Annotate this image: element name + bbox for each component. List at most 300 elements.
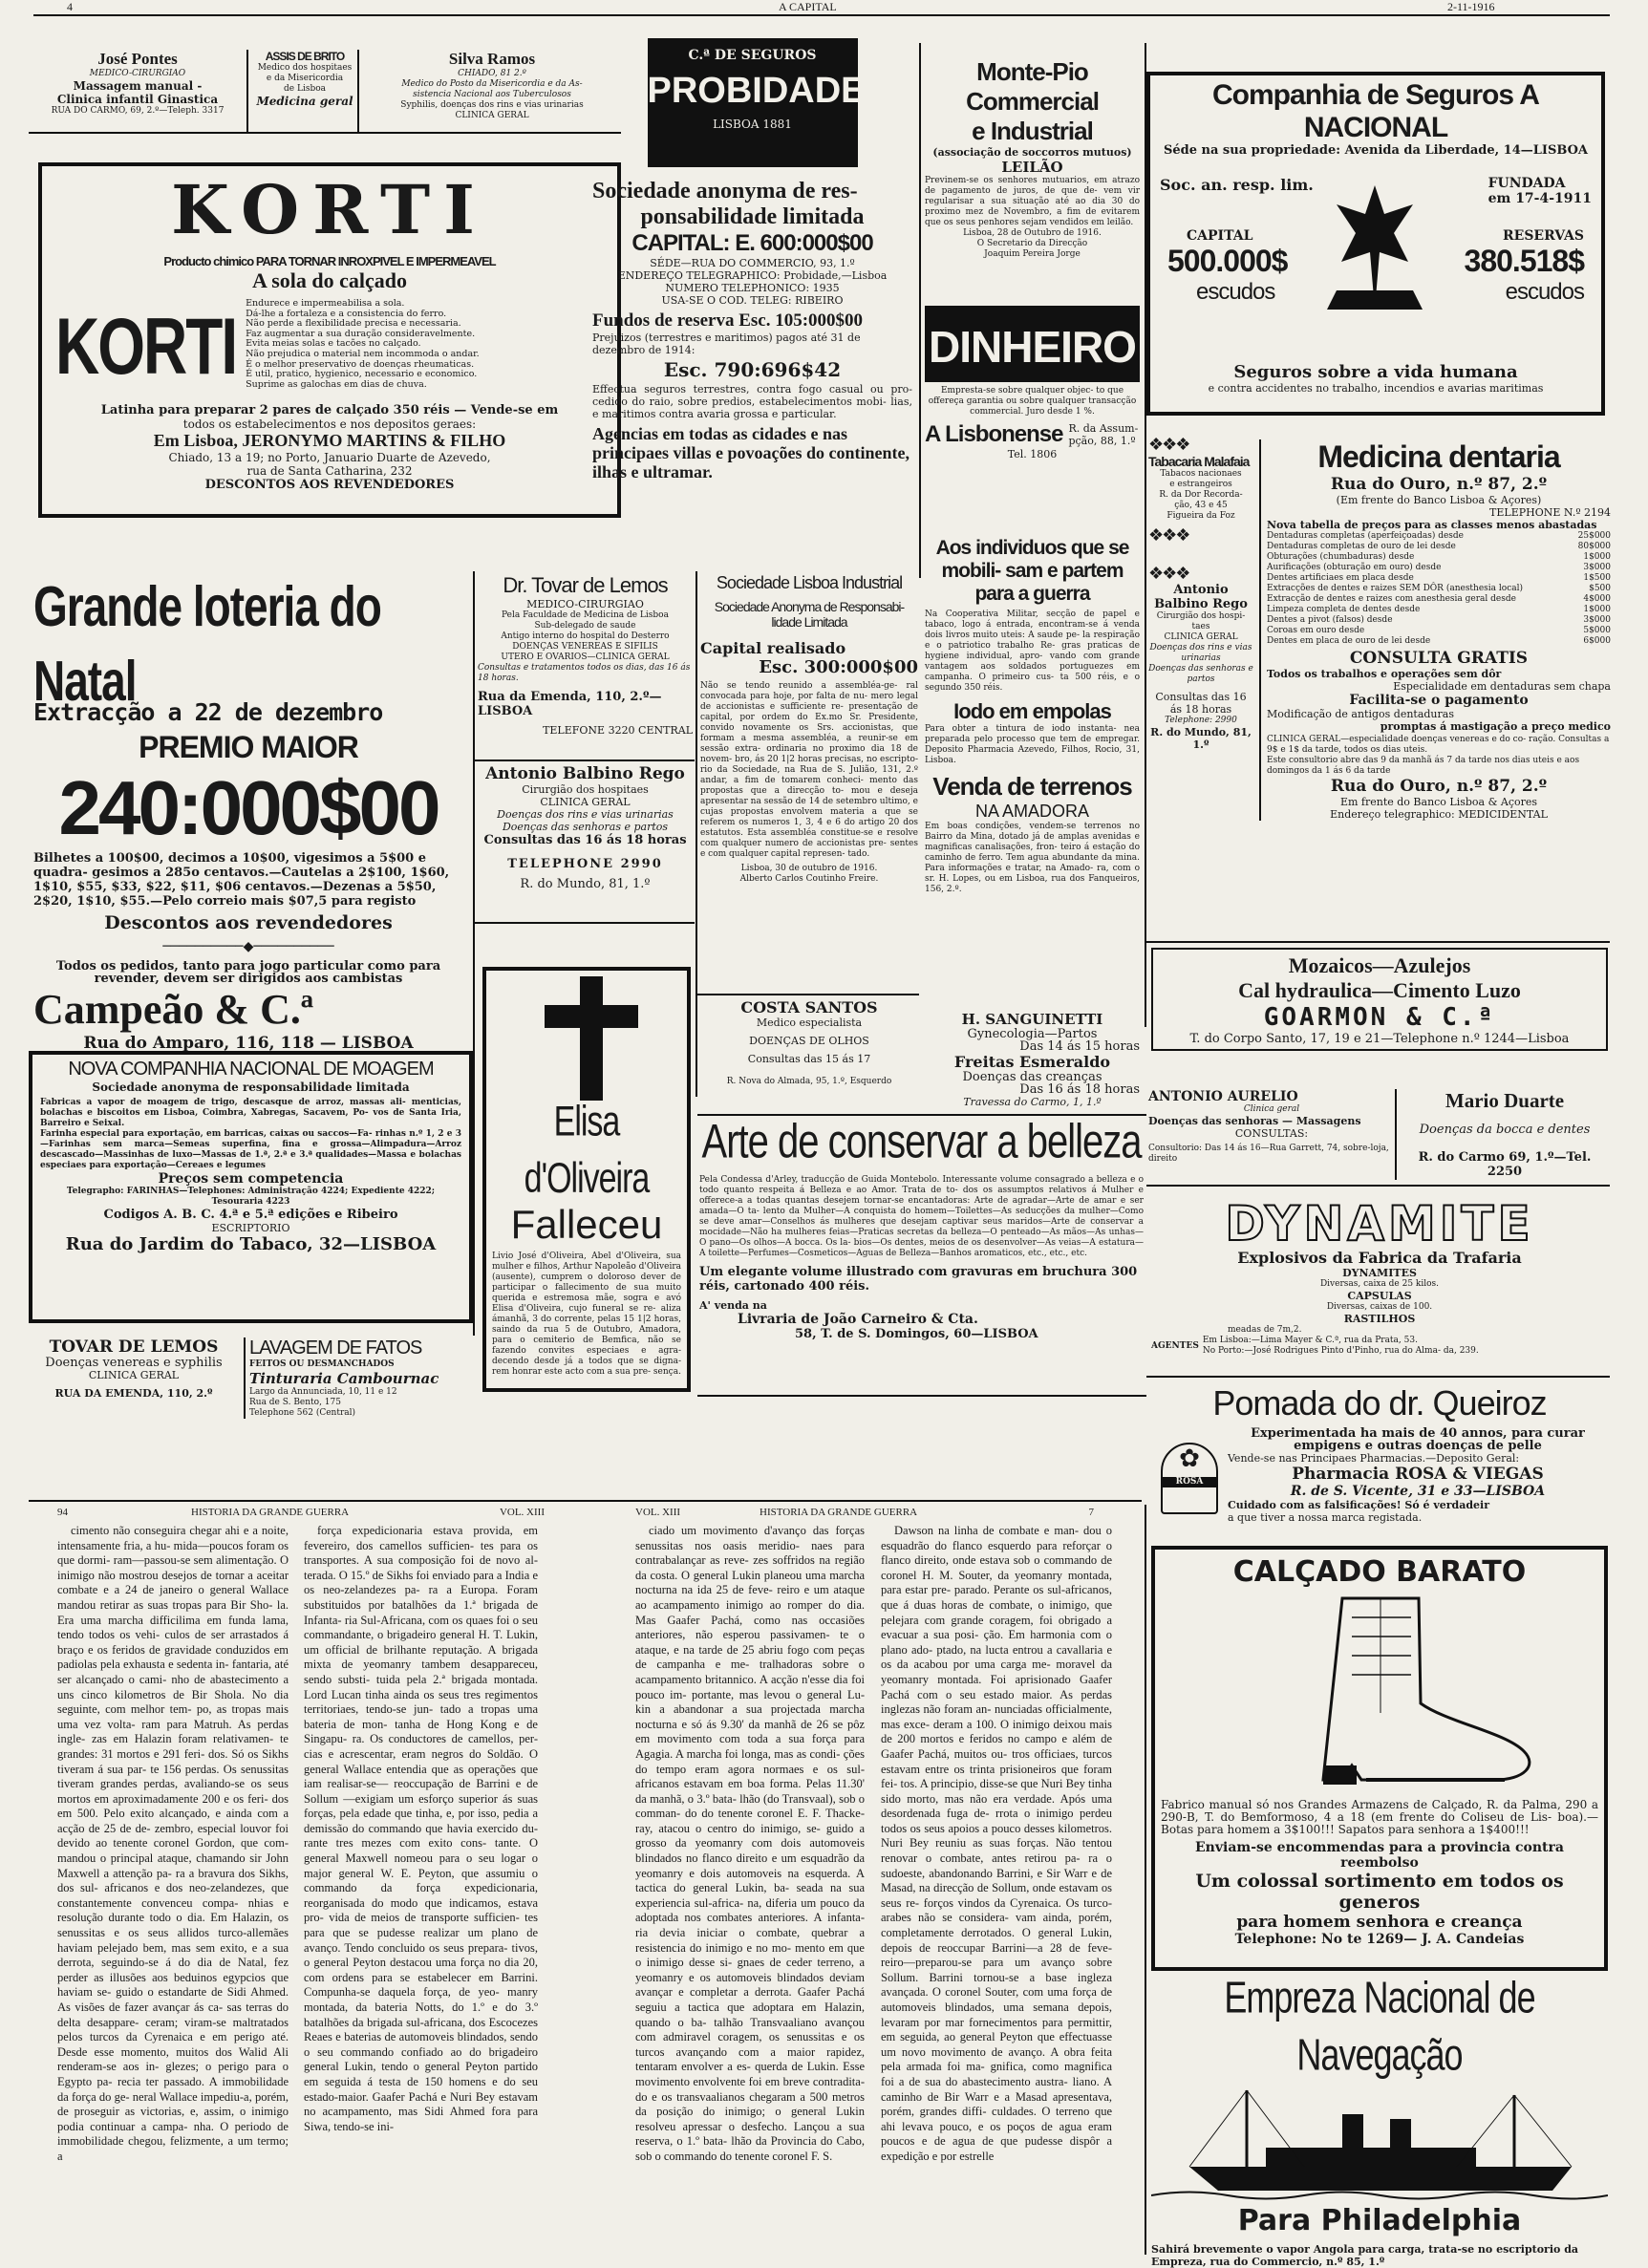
book-paragraph: força expedicionaria estava provida, em fevereiro, dos camellos sufficien- tes para os transportes. A sua composição foi de novo al- terada. O 15.º de Sikhs foi enviado para a India e os neo-zelandezes pa- ra a Europa. Foram substituidos por batalhões da 1.ª brigada de Infanta- ria Sul-Africana, com os quaes foi o seu commandante, o brigadeiro general H. T. Lukin, um official de brilhante reputação. A brigada mixta de yeomanry tambem desappareceu, sendo substi- tuida pela 2.ª brigada montada. Lord Lucan tinha ainda os seus tres regimentos territoriaes, tendo-se jun- tado a tropas uma bateria de mon- tanha de Hong Kong e de Singapu- ra. Os conductores de camellos, per- cias e acrescentar, eram negros do Soldão. O general Wallace entendia que as operações que iam realisar-se— reoccupação de Barrini e de Sollum —exigiam um esforço superior ás suas forças, pela edade que tinha, e, por isso, pedia a demissão do commando que havia exercido du- rante tres mezes com exito cons- tante. O general Maxwell nomeou para o seu logar o major general W. E. Peyton, que assumiu o commando da força expedicionaria, reorganisada do modo que indicamos, estava pro- vida de meios de transporte sufficien- tes para que se pudesse realizar um plano de avanço. Tendo concluido os seus prepara- tivos, o general Peyton destacou uma força no dia 20, com ordens para se estabelecer em Barrini. Compunha-se daquela força, de yeo- manry montada, da bateria Notts, do 1.º e do 3.º batalhões da brigada sul-africana, dos Escocezes Reaes e baterias de automoveis blindados, sendo o seu commando confiado ao do brigadeiro general Lukin, tendo o general Peyton partido em seguida á testa de 150 homens e do seu estado-maior. Gaafer Pachá e Nuri Bey estavam no acampamento, mas Sidi Ahmed fora para Siwa, tendo-se ini- — [304, 1524, 538, 2133]
ornament-icon: ❖❖❖ — [1148, 525, 1189, 546]
section-rule — [475, 922, 695, 924]
ad-line: MEDICO-CIRURGIAO — [89, 69, 186, 78]
arte-vol: Um elegante volume illustrado com gravuras em bruchura 300 réis, cartonado 400 réis. — [699, 1265, 1138, 1294]
montepio-leilao: LEILÃO — [1001, 159, 1063, 176]
book-running-title: HISTORIA DA GRANDE GUERRA — [760, 1507, 918, 1518]
price-row — [1267, 584, 1611, 594]
tovar-tel: TELEFONE 3220 CENTRAL — [543, 724, 693, 737]
loteria-t2: Extracção a 22 de dezembro — [33, 698, 383, 726]
probidade-line: NUMERO TELEPHONICO: 1935 — [665, 282, 840, 294]
queiroz-line: R. de S. Vicente, 31 e 33—LISBOA — [1290, 1484, 1546, 1499]
nacional-soc: Soc. an. resp. lim. — [1160, 176, 1314, 194]
price-row — [1267, 605, 1611, 615]
ad-line: de Lisboa — [284, 84, 326, 94]
book-page-number: 94 — [57, 1507, 68, 1518]
book-page-number: 7 — [1088, 1507, 1094, 1518]
balbino-small-line: Telephone: 2990 — [1165, 716, 1237, 725]
balbino-tel: TELEPHONE 2990 — [507, 857, 663, 871]
ad-moagem — [29, 1051, 473, 1323]
ad-costa-santos — [700, 998, 918, 1087]
book-column — [57, 1524, 289, 2250]
price-value: $500 — [1589, 584, 1611, 593]
probidade-line: Prejuizos (terrestres e maritimos) pagos até 31 de — [592, 332, 861, 344]
book-column — [635, 1524, 865, 2250]
tovar-line: UTERO E OVARIOS—CLINICA GERAL — [501, 653, 670, 662]
obito-name: Elisa d'Oliveira — [524, 1098, 650, 1203]
loteria-t1: Grande loteria do Natal — [33, 573, 381, 713]
queiroz-title: Pomada do dr. Queiroz — [1212, 1383, 1547, 1423]
loteria-body: Bilhetes a 100$00, decimos a 10$00, vigesimos a 5$00 e quadra- gesimos a 285o centavos.—Cautelas a 2$100, 1$60, 1$10, $55, $33, $22, $11, $06 centavos.—Dezenas a 5$50, 2$20, 1$10, $55.—Pelo correio mais $07,5 para registo — [33, 851, 450, 909]
sli-t2: Sociedade Anonyma de Responsabi- lidade Limitada — [714, 599, 905, 630]
obito-body: Livio José d'Oliveira, Abel d'Oliveira, sua mulher e filhos, Arthur Napoleão d'Oliveira (ausente), cumprem o doloroso dever de participar o fallecimento de sua muito querida e estremosa mãe, sogra e avó Elisa d'Oliveira, cujo funeral se re- aliza ámanhã, 3 do corrente, pelas 15 1|2 horas, saindo da rua 5 de Outubro, Amadora, para o cemiterio de Bemfica, não se fazendo convites especiaes e agra- decendo desde já a todos que se digna- rem honrar este acto com a sua pre- sença. — [492, 1252, 681, 1377]
probidade-logo — [647, 38, 866, 167]
book-paragraph: ciado um movimento d'avanço das forças senussitas nos oasis meridio- naes para contrabalançar as reve- zes soffridos na região da costa. O general Lukin planeou uma marcha nocturna na ida 25 de feve- reiro e um ataque ao acampamento inimigo ao romper do dia. Mas Gaafer Pachá, como nas occasiões anteriores, não esperou passivamen- te o ataque, e na tarde de 25 abriu fogo com peças de campanha e me- tralhadoras sobre o acampamento britannico. A acção n'esse dia foi pouco im- portante, mas levou o general Lu- kin a abandonar a sua projectada marcha nocturna e só ás 9.30' da manhã de 26 se pôz em movimento com toda a sua força para Agagia. A marcha foi longa, mas as condi- ções do tempo eram agora normaes e os sul-africanos estavam em boa forma. Pelas 11.30' da manhã, o 3.º bata- lhão (do Transvaal), sob o comman- do do tenente coronel E. F. Thacke- ray, atacou o centro do inimigo, se- guido a grosso da yeomanry com dois automoveis blindados no flanco direito e um esquadrão da yeomanry e dois automoveis na esquerda. A tactica do general Lukin, ba- seada na sua experiencia sul-africa- na, diferia um pouco da adoptada nos combates anteriores. A infanta- ria devia iniciar o combate, quebrar a resistencia do inimigo e no mo- mento em que o inimigo desse si- gnaes de ceder terreno, a yeomanry e os automoveis blindados deviam avançar e completar a derrota. Gaafer Pachá seguiu a tactica que adoptara em Halazin, quando o ba- talhão Transvaaliano avançou com admiravel coragem, os senussitas e os turcos avançando com a maior rapidez, tentaram envolver a es- querda de Lukin. Esse movimento envolvente foi em breve contradita- do e os transvaalianos chegaram a 500 metros da posição do inimigo; o general Lukin resolveu apressar o desfecho. Lançou a sua reserva, o 1.º bata- lhão da Provincia do Cabo, sob o commando do tenente coronel F. S. — [635, 1524, 865, 2163]
price-row — [1267, 615, 1611, 626]
queiroz-line: Vende-se nas Principaes Pharmacias.—Deposito Geral: — [1228, 1452, 1520, 1465]
nacional-sede: Séde na sua propriedade: Avenida da Liberdade, 14—LISBOA — [1163, 143, 1589, 158]
ad-lavagem — [244, 1337, 473, 1419]
nacional-reservas-label: RESERVAS — [1503, 228, 1584, 244]
aurelio-line: Doenças das senhoras — Massagens — [1148, 1115, 1361, 1127]
cross-icon — [492, 976, 681, 1101]
ad-line: Massagem manual - — [73, 79, 203, 93]
tovar2-line: Doenças venereas e syphilis — [45, 1356, 223, 1370]
dentaria-title: Medicina dentaria — [1317, 439, 1560, 474]
tovar-line: DOENÇAS VENEREAS E SIFILIS — [512, 642, 658, 652]
tovar2-name: TOVAR DE LEMOS — [49, 1337, 219, 1357]
article-title: Iodo em empolas — [953, 699, 1111, 723]
price-item: Dentes artificiaes em placa desde — [1267, 573, 1414, 583]
korti-sub: Producto chimico PARA TORNAR INROXPIVEL E IMPERMEAVEL — [163, 254, 496, 268]
article-body: Para obter a tintura de iodo instanta- nea preparada pelo processo que tem de empregar. Deposito Pharmacia Azevedo, Filhos, Rocio, 31, Lisboa. — [925, 724, 1140, 765]
tovar-name: Dr. Tovar de Lemos — [503, 573, 668, 597]
ad-line: sistencia Nacional aos Tuberculosos — [413, 90, 571, 99]
montepio-line: O Secretario da Direcção — [976, 239, 1088, 248]
probidade-capital: CAPITAL: E. 600:000$00 — [631, 230, 873, 256]
korti-line: rua de Santa Catharina, 232 — [246, 464, 413, 479]
queiroz-line: Pharmacia ROSA & VIEGAS — [1292, 1465, 1544, 1484]
navegacao-dest: Para Philadelphia — [1237, 2204, 1522, 2237]
price-value: 1$000 — [1583, 552, 1611, 562]
ad-line: Medicina geral — [256, 95, 353, 108]
sanguinetti-line: Doenças das creanças — [962, 1070, 1102, 1084]
probidade-line: Effectua seguros terrestres, contra fogo casual ou pro- cedido do raio, sobre predios, estabelecimentos mobi- lias, e maritimos contra avaria grossa e particular. — [592, 383, 912, 420]
price-value: 25$000 — [1577, 531, 1611, 541]
moagem-addr: Rua do Jardim do Tabaco, 32—LISBOA — [65, 1234, 437, 1254]
moagem-t2: Sociedade anonyma de responsabilidade limitada — [92, 1081, 410, 1094]
price-row — [1267, 626, 1611, 636]
montepio-t3: (associação de soccorros mutuos) — [932, 146, 1132, 159]
balbino-small-line: R. do Mundo, 81, 1.º — [1150, 726, 1252, 751]
book-running-head-left — [57, 1507, 545, 1518]
loteria-premio: PREMIO MAIOR — [139, 730, 358, 764]
ad-mozaicos — [1151, 948, 1608, 1051]
dinheiro-title: DINHEIRO — [925, 306, 1140, 382]
book-volume: VOL. XIII — [635, 1507, 681, 1518]
price-row — [1267, 636, 1611, 647]
price-item: Dentaduras completas (aperfeiçoadas) desde — [1267, 531, 1464, 541]
ad-title: Silva Ramos — [448, 50, 536, 68]
article-title: Venda de terrenos — [932, 772, 1132, 801]
balbino-small-line: Cirurgião dos hospi- taes — [1156, 611, 1246, 631]
lavagem-name: Tinturaria Cambournac — [249, 1370, 439, 1387]
probidade-t2: ponsabilidade limitada — [640, 204, 865, 229]
korti-list — [246, 295, 480, 390]
dinheiro-addr: pção, 88, 1.º — [1068, 435, 1136, 447]
korti-line: Em Lisboa, JERONYMO MARTINS & FILHO — [153, 431, 506, 451]
dentaria-front: (Em frente do Banco Lisboa & Açores) — [1336, 494, 1542, 506]
dynamite-line: Diversas, caixas de 100. — [1326, 1302, 1433, 1312]
price-value: 1$000 — [1583, 605, 1611, 614]
price-row — [1267, 563, 1611, 573]
header-rule — [33, 14, 1610, 16]
dentaria-addr2: Rua do Ouro, n.º 87, 2.º — [1330, 777, 1548, 796]
nacional-s2: e contra accidentes no trabalho, incendios e avarias maritimas — [1208, 382, 1544, 395]
obito-fall: Falleceu — [510, 1202, 663, 1247]
tovar-line: Antigo interno do hospital do Desterro — [501, 631, 670, 641]
article-body: Na Cooperativa Militar, secção de papel e tabaco, logo á entrada, encontram-se á venda dois livros muito uteis: A saude pe- la respiração e o patriotico trabalho Re- gras praticas de hygiene individual, apro- vando com grande vantagem aos soldados portuguezes em campanha. O primeiro cus- ta 500 réis, e o segundo 350 réis. — [925, 610, 1140, 693]
dinheiro-addr: R. da Assum- — [1068, 422, 1139, 435]
ad-line: Medico do Posto da Misericordia e da As- — [401, 79, 583, 89]
page-header — [0, 0, 1648, 13]
balbino-small-line: Doenças das senhoras e partos — [1148, 664, 1253, 684]
list-item: Faz augmentar a sua duração consideravelmente. — [246, 328, 476, 339]
boot-icon-svg — [1161, 1589, 1600, 1799]
ornament-rule: ──────────◆────────── — [162, 939, 334, 954]
nacional-title: Companhia de Seguros A NACIONAL — [1212, 79, 1539, 143]
costa-line: R. Nova do Almada, 95, 1.º, Esquerdo — [726, 1077, 892, 1086]
loteria-campeao: Campeão & C.ª — [33, 986, 314, 1033]
logo-bottom: LISBOA 1881 — [713, 118, 792, 131]
dentaria-line: Endereço telegraphico: MEDICIDENTAL — [1330, 808, 1548, 821]
section-rule — [697, 994, 919, 995]
probidade-t1: Sociedade anonyma de res- — [592, 179, 858, 203]
ad-antonio-aurelio — [1148, 1089, 1397, 1180]
book-column — [881, 1524, 1112, 2250]
article-title: Aos individuos que se mobili- sam e partem para a guerra — [935, 537, 1129, 605]
moagem-t1: NOVA COMPANHIA NACIONAL DE MOAGEM — [68, 1059, 434, 1080]
tovar-line: Sub-delegado de saude — [534, 621, 636, 631]
probidade-line: ENDEREÇO TELEGRAPHICO: Probidade,—Lisboa — [617, 269, 888, 282]
probidade-fundos: Fundos de reserva Esc. 105:000$00 — [592, 310, 864, 331]
mozaicos-line: T. do Corpo Santo, 17, 19 e 21—Telephone n.º 1244—Lisboa — [1189, 1032, 1570, 1046]
lavagem-line: Rua de S. Bento, 175 — [249, 1398, 341, 1407]
book-volume: VOL. XIII — [499, 1507, 545, 1518]
nacional-reservas: 380.518$ — [1464, 244, 1584, 278]
probidade-line: USA-SE O COD. TELEG: RIBEIRO — [661, 294, 844, 307]
sanguinetti-line: Das 14 ás 15 horas — [1019, 1039, 1140, 1054]
ad-pomada-queiroz — [1151, 1383, 1608, 1531]
nacional-emblem — [1317, 176, 1432, 319]
ad-jose-pontes — [29, 50, 248, 132]
duarte-name: Mario Duarte — [1445, 1089, 1565, 1112]
price-value: 1$500 — [1583, 573, 1611, 583]
ad-line: Clinica infantil Ginastica — [56, 93, 219, 106]
list-item: Dá-lhe a fortaleza e a consistencia do ferro. — [246, 308, 447, 319]
calcado-body: Fabrico manual só nos Grandes Armazens de Calçado, R. da Palma, 290 a 290-B, T. do Bemformoso, 4 a 18 (em frente do Coliseu de Lis- boa).—Botas para homem a 3$100!!! Sapatos para senhora a 1$400!!! — [1161, 1798, 1598, 1836]
obituary-elisa-oliveira — [482, 967, 691, 1392]
dynamite-agent: Em Lisboa:—Lima Mayer & C.ª, rua da Prata, 53. — [1202, 1336, 1418, 1345]
nacional-s1: Seguros sobre a vida humana — [1233, 362, 1518, 382]
costa-line: Medico especialista — [756, 1016, 863, 1029]
balbino-line: Doenças dos rins e vias urinarias — [497, 808, 674, 821]
dynamite-title: DYNAMITE — [1225, 1196, 1534, 1252]
nacional-capital: 500.000$ — [1167, 244, 1288, 278]
price-item: Dentaduras completas de ouro de lei desde — [1267, 542, 1456, 551]
angel-icon — [1317, 176, 1432, 319]
logo-top: C.ª DE SEGUROS — [688, 48, 817, 63]
lavagem-t: LAVAGEM DE FATOS — [249, 1337, 422, 1359]
tovar-line: Pela Faculdade de Medicina de Lisboa — [502, 610, 669, 620]
list-item: Suprime as galochas em dias de chuva. — [246, 378, 427, 390]
ad-line: e da Misericordia — [266, 74, 344, 83]
loteria-desc: Descontos aos revendedores — [104, 912, 393, 933]
sanguinetti-name: H. SANGUINETTI — [961, 1011, 1103, 1028]
ad-arte-conservar — [699, 1115, 1144, 1390]
probidade-line: SÉDE—RUA DO COMMERCIO, 93, 1.º — [650, 257, 855, 269]
dynamite-agent: No Porto:—José Rodrigues Pinto d'Pinho, rua do Alma- da, 239. — [1202, 1346, 1479, 1356]
steamship-icon — [1151, 2086, 1608, 2200]
price-item: Limpeza completa de dentes desde — [1267, 605, 1421, 614]
korti-big: KORTI — [55, 301, 237, 392]
dynamite-agentes: AGENTES — [1151, 1340, 1199, 1351]
ad-silva-ramos — [363, 50, 621, 132]
price-item: Extracções de dentes e raizes SEM DÔR (anesthesia local) — [1267, 584, 1523, 593]
navegacao-body: Sahirá brevemente o vapor Angola para carga, trata-se no escriptorio da Empreza, rua do Commercio, n.º 85, 1.º — [1151, 2243, 1579, 2268]
ad-line: Syphilis, doenças dos rins e vias urinarias — [400, 100, 584, 110]
ad-lisboa-industrial — [700, 573, 918, 885]
book-paragraph: Dawson na linha de combate e man- dou o esquadrão do flanco esquerdo para reforçar o flanco direito, onde estava sob o commando de coronel H. M. Souter, da yeomanry montada, para estar pre- parado. Perante os sul-africanos, que á duas horas de combate, o inimigo, que pelejara com grande coragem, foi obrigado a evacuar a sua posi- ção. Em harmonia com o plano ado- ptado, na lucta entrou a cavallaria e os da acabou por uma carga me- moravel da yeomanry montada. Foi aprisionado Gaafer Pachá com o seu estado maior. As perdas inglezas não foram an- nunciadas officialmente, mas exce- deram a 100. O inimigo deixou mais de 200 mortos e feridos no campo e além de Gaafer Pachá, muitos ou- tros officiaes, turcos estavam entre os trinta prisioneiros que foram fei- tos. A principio, disse-se que Nuri Bey tinha sido morto, mas não era verdade. Após uma desordenada fuga de- rrota o inimigo perdeu todos os seus apoios a pouco desses kilometros. Nuri Bey reuniu as suas forças. Não tentou renovar o combate, antes retirou pa- ra o sudoeste, abandonando Barrini, e Sir Warr e de Masad, na direcção de Sollum, onde estavam os seus re- forços vindos da Cyrenaica. Os turco-arabes não se considera- vam ainda, porém, completamente derrotados. O general Lukin, depois de reoccupar Barrini—a 28 de feve- reiro—preparou-se para um avanço sobre Sollum. Barrini tornou-se a base ingleza avançada. O coronel Souter, com uma força de automoveis blindados, uma semana depois, levaram por mar fornecimentos para permittir, em seguida, ao general Peyton que effectuasse um novo movimento de avanço. A obra feita pela armada foi ma- gnifica, como magnifica foi a de sua do abastecimento austra- liano. A caminho de Bir Warr e a Masad apresentava, porém, grandes diffi- culdades. O terreno que ahi levava pouco, e os poços de agua eram poucos e de agua de que pudesse dispôr a expedição e por estrelle — [881, 1524, 1112, 2163]
dentaria-line: Modificação de antigos dentaduras — [1267, 708, 1454, 720]
dentaria-line: Todos os trabalhos e operações sem dôr — [1267, 668, 1502, 680]
ad-line: CLINICA GERAL — [455, 111, 529, 120]
aurelio-line: Consultorio: Das 14 ás 16—Rua Garrett, 74, sobre-loja, direito — [1148, 1144, 1389, 1164]
price-row — [1267, 573, 1611, 584]
dentaria-line: Facilita-se o pagamento — [1349, 693, 1529, 708]
ad-calcado-barato — [1151, 1546, 1608, 1971]
ad-dinheiro — [925, 306, 1140, 516]
calcado-line: Enviam-se encommendas para a provincia contra reembolso — [1195, 1840, 1564, 1871]
dentaria-price-list — [1267, 531, 1611, 647]
ad-a-nacional — [1146, 72, 1605, 416]
logo-text: ROSA — [1163, 1477, 1216, 1487]
navegacao-title: Empreza Nacional de Navegação — [1224, 1971, 1535, 2080]
sanguinetti-line: Gynecologia—Partos — [967, 1027, 1098, 1041]
costa-name: COSTA SANTOS — [740, 998, 878, 1016]
duarte-line: R. do Carmo 69, 1.º—Tel. 2250 — [1418, 1150, 1592, 1179]
list-item: É util, pratico, hygienico, necessario e economico. — [246, 369, 478, 380]
queiroz-line: Cuidado com as falsificações! Só é verdadeir — [1228, 1499, 1489, 1511]
nacional-capital-label: CAPITAL — [1187, 228, 1253, 244]
calcado-line: Telephone: No te 1269— J. A. Candeias — [1234, 1932, 1525, 1947]
dentaria-line: Especialidade em dentaduras sem chapa — [1393, 680, 1611, 693]
korti-line: Latinha para preparar 2 pares de calçado 350 réis — Vende-se em — [100, 403, 559, 418]
price-item: Dentes em placa de ouro de lei desde — [1267, 636, 1431, 646]
ad-line: Medico dos hospitaes — [257, 63, 353, 73]
dentaria-consulta: CONSULTA GRATIS — [1349, 649, 1529, 668]
moagem-body: Farinha especial para exportação, em barricas, caixas ou saccos—Fa- rinhas n.º 1, 2 e 3—Farinhas sem marca—Semeas superfina, fina e grossa—Alimpadura—Arroz descascado—Massinhas de luxo—Massas de 1.ª, 2.ª e 3.ª qualidades—Massa e bolachas especiaes para exportação—Cereaes e legumes — [40, 1129, 461, 1170]
dentaria-addr: Rua do Ouro, n.º 87, 2.º — [1330, 475, 1548, 494]
probidade-line: dezembro de 1914: — [592, 344, 696, 356]
queiroz-line: empigens e outras doenças de pelle — [1294, 1439, 1542, 1453]
article-subtitle: NA AMADORA — [974, 802, 1090, 821]
loteria-valor: 240:000$00 — [58, 765, 439, 850]
price-value: 3$000 — [1583, 615, 1611, 625]
arte-title: Arte de conservar a belleza — [701, 1115, 1142, 1168]
balbino-line: Consultas das 16 ás 18 horas — [483, 833, 687, 847]
tabacaria-line: ção, 43 e 45 — [1174, 501, 1228, 510]
ad-line: CHIADO, 81 2.º — [458, 69, 526, 78]
tabacaria-line: R. da Dor Recorda- — [1159, 490, 1243, 500]
price-item: Dentes a pivot (falsos) desde — [1267, 615, 1393, 625]
ad-tovar-lemos-2 — [29, 1337, 239, 1419]
ad-tovar-lemos — [478, 573, 693, 737]
col-rule — [919, 43, 921, 578]
queiroz-line: a que tiver a nossa marca registada. — [1228, 1511, 1423, 1524]
section-rule — [475, 760, 695, 761]
mozaicos-line: Cal hydraulica—Cimento Luzo — [1238, 978, 1521, 1002]
loteria-rua: Rua do Amparo, 116, 118 — LISBOA — [83, 1034, 414, 1053]
dentaria-tel: TELEPHONE N.º 2194 — [1489, 506, 1611, 519]
price-row — [1267, 594, 1611, 605]
dentaria-line: Este consultorio abre das 9 da manhã ás 7 da tarde nos dias uteis e aos domingos da 1 ás 6 da tarde — [1267, 756, 1580, 776]
price-item: Aurificações (obturação em ouro) desde — [1267, 563, 1442, 572]
logo-name: PROBIDADE — [647, 71, 866, 111]
ad-line: RUA DO CARMO, 69, 2.º—Teleph. 3317 — [51, 106, 225, 116]
sanguinetti-name2: Freitas Esmeraldo — [953, 1053, 1111, 1071]
nacional-escudos: escudos — [1196, 279, 1275, 305]
ad-assis-brito — [252, 50, 359, 132]
tabacaria-line: Figueira da Foz — [1166, 511, 1235, 521]
arte-addr: 58, T. de S. Domingos, 60—LISBOA — [795, 1327, 1038, 1341]
rosa-logo — [1161, 1443, 1218, 1514]
tovar2-line: CLINICA GERAL — [88, 1369, 180, 1381]
book-running-title: HISTORIA DA GRANDE GUERRA — [191, 1507, 350, 1518]
book-running-head-right — [635, 1507, 1094, 1518]
aurelio-line: CONSULTAS: — [1234, 1127, 1309, 1140]
ad-loteria-natal — [29, 568, 468, 1053]
section-rule — [1146, 1376, 1610, 1378]
price-row — [1267, 531, 1611, 542]
arte-body: Pela Condessa d'Arley, traducção de Guida Montebolo. Interessante volume consagrado a belleza e o todo quanto respeita á Belleza e ao Amor. Trata de to- dos os assumptos relativos á Mulher e offerece-a a todas quantas desejem tornar-se encantadoras: Arte de agradar—Arte de amar e ser amada—O ta- lento da Mulher—A conquista do homem—Toilettes—As seducções da mulher—Como se deve amar—Conselhos ás mulheres que desejam captivar seus maridos—Arte de conservar a mocidade—Não ha mulheres feias—Praticas secretas da belleza—O penteado—As mãos—As unhas—O pano—Os olhos—A bocca. Os la- bios—Os dentes, meios de os desenvolver—As veias—A estatura—A toilette—Perfumes—Cosmeticos—Aguas de Belleza—Banhos aromaticos, etc., etc., etc. — [699, 1175, 1144, 1258]
list-item: Não prejudica o material nem incommoda o andar. — [246, 348, 480, 359]
lavagem-line: Largo da Annunciada, 10, 11 e 12 — [249, 1387, 397, 1397]
balbino-small-name: Antonio Balbino Rego — [1154, 583, 1248, 611]
montepio-t2: e Industrial — [972, 117, 1093, 145]
list-item: Endurece e impermeabilisa a sola. — [246, 298, 405, 309]
tovar2-addr: RUA DA EMENDA, 110, 2.º — [54, 1387, 213, 1400]
ornament-icon: ❖❖❖ — [1148, 564, 1189, 584]
ad-title: ASSIS DE BRITO — [265, 50, 345, 63]
dentaria-tabela: Nova tabella de preços para as classes menos abastadas — [1267, 519, 1597, 531]
probidade-esc: Esc. 790:696$42 — [663, 358, 842, 381]
top-ads-rule — [29, 132, 621, 134]
issue-date: 2-11-1916 — [1447, 0, 1495, 13]
ad-balbino — [478, 764, 693, 891]
price-row — [1267, 552, 1611, 563]
tabacaria-name: Tabacaria Malafaia — [1148, 454, 1250, 469]
montepio-line: Joaquim Pereira Jorge — [984, 249, 1081, 259]
sli-t1: Sociedade Lisboa Industrial — [716, 573, 903, 592]
ad-empreza-navegacao — [1151, 1971, 1608, 2268]
korti-line: Chiado, 13 a 19; no Porto, Januario Duarte de Azevedo, — [168, 451, 491, 465]
aurelio-line: Clinica geral — [1243, 1104, 1300, 1114]
tovar-line: Consultas e tratamentos todos os dias, das 16 ás 18 horas. — [478, 663, 691, 683]
aurelio-name: ANTONIO AURELIO — [1148, 1089, 1298, 1104]
dinheiro-name: A Lisbonense — [925, 421, 1063, 447]
ad-korti — [38, 162, 621, 518]
mozaicos-brand: GOARMON & C.ª — [1263, 1003, 1496, 1032]
calcado-line: para homem senhora e creança — [1236, 1913, 1523, 1932]
dynamite-line: Diversas, caixa de 25 kilos. — [1319, 1279, 1440, 1289]
korti-sub2: A sola do calçado — [252, 268, 407, 292]
ad-probidade — [588, 38, 917, 568]
article-body: Em boas condições, vendem-se terrenos no Bairro da Mina, dotado já de amplas avenidas e magnificas canalisações, fron- teiro á estação do caminho de ferro. Tem agua abundante da mina. Para informações e tratar, na Amado- ra, com o sr. H. Lopes, ou em Lisboa, rua dos Fanqueiros, 156, 2.º. — [925, 822, 1140, 894]
dinheiro-tel: Tel. 1806 — [1007, 448, 1058, 460]
section-rule — [697, 1395, 1146, 1397]
list-item: É o melhor preservativo de doenças rheumaticas. — [246, 358, 475, 370]
nacional-escudos: escudos — [1505, 279, 1584, 305]
sli-esc: Esc. 300:000$00 — [759, 657, 918, 677]
ornament-icon: ❖❖❖ — [1148, 435, 1189, 455]
ad-montepio — [925, 57, 1140, 306]
balbino-line: Cirurgião dos hospitaes — [522, 783, 649, 796]
tabacaria-line: e estrangeiros — [1169, 480, 1232, 489]
book-column — [304, 1524, 538, 2250]
dentaria-line: Em frente do Banco Lisboa & Açores — [1339, 796, 1538, 808]
section-rule — [1146, 1185, 1610, 1187]
balbino-small-line: CLINICA GERAL — [1164, 632, 1238, 642]
dentaria-line: promptas á mastigação a preço medico — [1380, 720, 1611, 733]
balbino-addr: R. do Mundo, 81, 1.º — [520, 877, 651, 891]
price-item: Extracção de dentes e raizes com anesthesia geral desde — [1267, 594, 1516, 604]
arte-livraria: Livraria de João Carneiro & Cta. — [738, 1312, 978, 1327]
price-item: Coroas em ouro desde — [1267, 626, 1365, 635]
boot-icon — [1161, 1589, 1598, 1799]
price-value: 80$000 — [1577, 542, 1611, 551]
newspaper-title: A CAPITAL — [779, 0, 837, 13]
moagem-body: Fabricas a vapor de moagem de trigo, descasque de arroz, massas ali- menticias, bolachas e biscoitos em Lisboa, Coimbra, Xabregas, Sacavem, Po- vos de Santa Iria, Barreiro e Seixal. — [40, 1098, 461, 1128]
duarte-line: Doenças da bocca e dentes — [1419, 1123, 1591, 1137]
price-item: Obturações (chumbaduras) desde — [1267, 552, 1415, 562]
korti-title: KORTI — [171, 170, 488, 249]
tovar-line: MEDICO-CIRURGIAO — [526, 598, 644, 610]
montepio-line: Lisboa, 28 de Outubro de 1916. — [963, 228, 1102, 238]
rose-icon: ✿ — [1179, 1444, 1200, 1473]
balbino-small-line: Consultas das 16 ás 18 horas — [1155, 691, 1247, 716]
korti-line: DESCONTOS AOS REVENDEDORES — [204, 478, 455, 493]
lavagem-s: FEITOS OU DESMANCHADOS — [249, 1359, 395, 1369]
article-mobilisation — [925, 537, 1140, 895]
price-value: 6$000 — [1583, 636, 1611, 646]
sanguinetti-line: Das 16 ás 18 horas — [1019, 1082, 1140, 1097]
dynamite-line: DYNAMITES — [1342, 1267, 1417, 1279]
balbino-small-line: Doenças dos rins e vias urinarias — [1149, 643, 1252, 663]
sanguinetti-line: Travessa do Carmo, 1, 1.º — [963, 1096, 1102, 1108]
balbino-line: CLINICA GERAL — [540, 796, 631, 808]
sli-body: Não se tendo reunido a assembléa-ge- ral convocada para hoje, por falta de nu- mero legal de accionistas e sufficiente re- presentação de capital, por ordem do Ex.mo Sr. Presidente, convido novamente os Srs. accionistas, que formam a mesma assembléa, a reunir-se em sessão extra- ordinaria no proximo dia 18 de novem- bro, ás 20 1|2 horas precisas, no escripto- rio da Sociedade, na Rua de S. Julião, 131, 2.º andar, a fim de tomarem conheci- mento das propostas que a direcção to- mou e deseja apresentar na sessão de 14 de setembro ultimo, e cujas propostas envolvem materia a que se referem os numeros 1, 3, 4 e 6 do artigo 20 dos estatutos. Esta assembléa constitue-se e resolve com qualquer numero de accionistas pre- sentes e com qualquer capital represen- tado. — [700, 681, 918, 859]
costa-line: DOENÇAS DE OLHOS — [749, 1035, 869, 1047]
book-paragraph: cimento não conseguira chegar ahi e a noite, intensamente fria, a hu- mida—poucos foram os que dormi- ram—passou-se sem alimentação. O inimigo não mostrou desejos de tornar a aceitar combate e a 24 de janeiro o general Wallace mandou retirar as suas tropas para Bir Sho- la. Era uma marcha difficilima em funda lama, tendo todos os vehi- culos de ser arrastados á braço e os feridos de gravidade conduzidos em padiolas pela exhausta e sedenta in- fantaria, até ser alcançado o cami- nho de abastecimento a uns cinco kilometros de Bir Shola. No dia seguinte, com melhor tem- po, as tropas mais uma vez volta- ram para Matruh. As perdas ingle- zas em Halazin foram relativamen- te grandes: 31 mortos e 291 feri- dos. Só os Sikhs tiveram á sua par- te 156 perdas. Os senussitas tiveram grandes perdas, avaliando-se os seus mortos em aproximadamente 200 e os feri- dos em 500. Pelo exito alcançado, e ainda com a acção de 25 de de- zembro, especial louvor foi devido ao tenente coronel Gordon, que com- mandou o principal ataque, chamando sir John Maxwell a attenção pa- ra a bravura dos Sikhs, dos sul- africanos e dos neo-zelandezes, que constantemente convenceu compa- nhias e resolução durante todo o dia. Em Halazin, os senussitas e os seus allidos turco-allemães haviam pelejado bem, mas sem exito, e a sua derrota, seguindo-se á do dia de Natal, fez perder as illusões aos beduinos egypcios que haviam se- guido o estandarte de Sidi Ahmed. As visões de fazer avançar ás ca- sas terras do delta desappare- ceram; viram-se maltratados pelos turcos da Cyrenaica e em perigo até. Desde esse momento, muitos dos Walid Ali renderam-se aos in- glezes; o perigo para o Egypto pa- recia ter passado. A immobilidade da força do ge- neral Wallace impediu-a, porém, de proseguir as victorias, e, assim, o inimigo podia continuar a campa- nha. O periodo de immobilidade chegou, felizmente, a um termo; a — [57, 1524, 289, 2163]
loteria-body: Todos os pedidos, tanto para jogo particular como para revender, devem ser dirigidos aos cambistas — [55, 959, 441, 986]
section-rule — [29, 1500, 1142, 1502]
gutter-rule — [1145, 1505, 1146, 2255]
probidade-agencias: Agencias em todas as cidades e nas principaes villas e povoações do continente, ilhas e ultramar. — [592, 424, 910, 481]
sli-sig: Alberto Carlos Coutinho Freire. — [739, 874, 879, 884]
ad-mario-duarte — [1401, 1089, 1609, 1180]
col-rule — [696, 571, 697, 1097]
price-value: 5$000 — [1583, 626, 1611, 635]
